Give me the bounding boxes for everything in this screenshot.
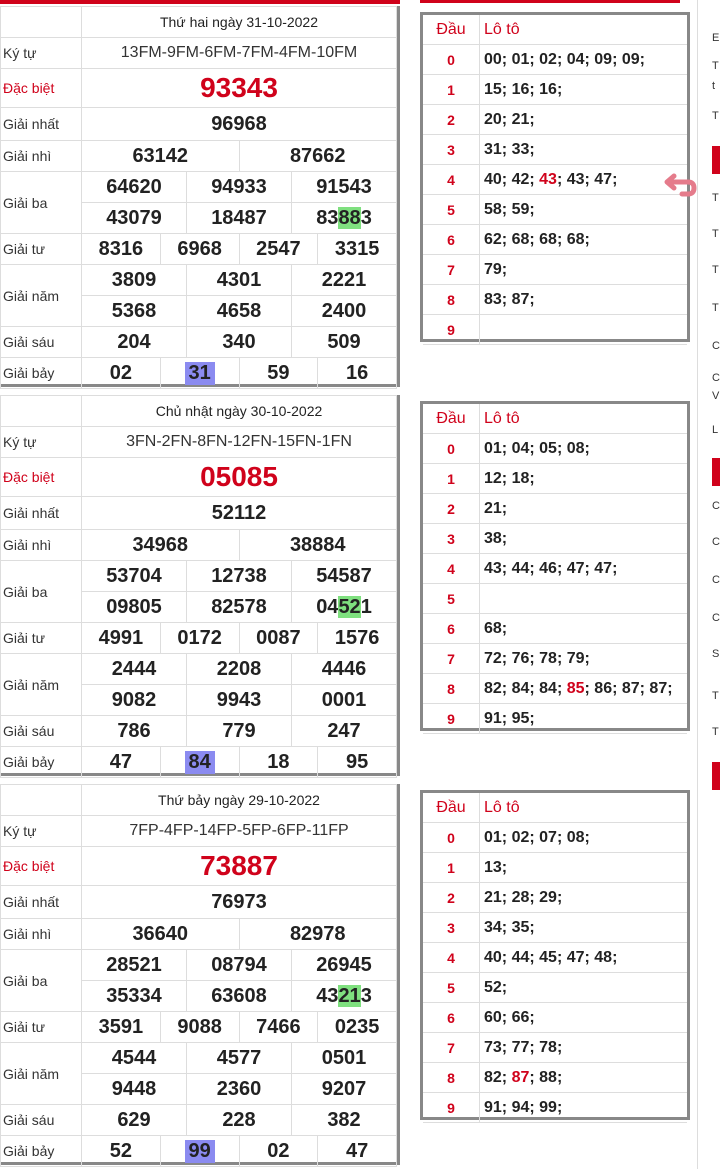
prize-table-wrapper [0,395,400,776]
sidebar-item[interactable]: C [712,536,720,548]
loto-table [420,12,690,342]
giai-ba-value: 53704 [82,561,187,592]
giai-tu-value: 0235 [318,1012,397,1043]
giai-bay-value-highlight [160,1136,239,1167]
loto-values: 91; 95; [480,704,688,734]
loto-row [423,225,687,255]
result-block [0,395,720,776]
giai-nam-value: 2360 [187,1074,292,1105]
giai-ba-value-highlight: 83883 [292,203,397,234]
back-arrow-icon[interactable] [662,170,698,206]
dau-value: 0 [423,823,480,853]
label-ky-tu: Ký tự [1,816,82,847]
dau-value: 9 [423,704,480,734]
loto-row [423,1093,687,1123]
giai-bay-value: 47 [82,747,161,778]
label-giai-bay: Giải bảy [1,747,82,778]
dau-value: 5 [423,584,480,614]
dau-value: 8 [423,1063,480,1093]
loto-values: 43; 44; 46; 47; 47; [480,554,688,584]
sidebar-section-marker [712,146,720,174]
loto-row [423,674,687,704]
prize-table [0,784,397,1167]
loto-values: 38; [480,524,688,554]
giai-bay-value: 18 [239,747,318,778]
dau-value: 2 [423,105,480,135]
loto-values: 21; [480,494,688,524]
loto-highlight: 88 [338,206,361,229]
prize-table-wrapper [0,784,400,1165]
loto-row [423,823,687,853]
giai-sau-value: 340 [187,327,292,358]
sidebar-section-marker [712,458,720,486]
sidebar-item[interactable]: C [712,340,720,352]
dau-value: 1 [423,464,480,494]
loto-values: 60; 66; [480,1003,688,1033]
dau-value: 7 [423,644,480,674]
giai-bay-value: 47 [318,1136,397,1167]
giai-ba-value: 35334 [82,981,187,1012]
ky-tu-value: 7FP-4FP-14FP-5FP-6FP-11FP [82,816,397,847]
right-sidebar [697,0,720,1169]
loto-values: 40; 44; 45; 47; 48; [480,943,688,973]
giai-bay-value: 16 [318,358,397,389]
label-giai-nam: Giải năm [1,265,82,327]
giai-sau-value: 204 [82,327,187,358]
sidebar-item[interactable]: C [712,372,720,384]
giai-nam-value: 4658 [187,296,292,327]
result-block [0,6,720,387]
giai-tu-value: 9088 [160,1012,239,1043]
loto-header: Lô tô [480,793,688,823]
giai-ba-value: 08794 [187,950,292,981]
giai-nam-value: 0501 [292,1043,397,1074]
loto-values: 62; 68; 68; 68; [480,225,688,255]
loto-highlight: 21 [338,984,361,1007]
loto-row [423,494,687,524]
label-dac-biet: Đặc biệt [1,69,82,108]
giai-sau-value: 509 [292,327,397,358]
label-dac-biet: Đặc biệt [1,458,82,497]
giai-ba-value: 43079 [82,203,187,234]
sidebar-item[interactable]: C [712,574,720,586]
loto-row [423,135,687,165]
top-accent-line [0,0,400,4]
loto-row [423,195,687,225]
label-giai-nhi: Giải nhì [1,530,82,561]
sidebar-item[interactable]: S [712,648,720,660]
giai-tu-value: 7466 [239,1012,318,1043]
dau-value: 8 [423,674,480,704]
dau-header: Đầu [423,793,480,823]
draw-date-title: Thứ hai ngày 31-10-2022 [82,7,397,38]
loto-row [423,45,687,75]
dau-value: 3 [423,524,480,554]
loto-values: 00; 01; 02; 04; 09; 09; [480,45,688,75]
giai-nhat-value: 96968 [82,108,397,141]
label-giai-nam: Giải năm [1,654,82,716]
dau-value: 2 [423,883,480,913]
sidebar-item[interactable]: E [712,32,720,44]
giai-nam-value: 9448 [82,1074,187,1105]
dau-value: 3 [423,135,480,165]
label-giai-nhat: Giải nhất [1,886,82,919]
result-block [0,784,720,1165]
dau-value: 1 [423,75,480,105]
loto-row [423,75,687,105]
label-giai-sau: Giải sáu [1,716,82,747]
sidebar-item[interactable]: T [712,690,719,702]
label-giai-ba: Giải ba [1,950,82,1012]
giai-nhi-value: 87662 [239,141,397,172]
giai-ba-value: 82578 [187,592,292,623]
giai-ba-value-highlight: 04521 [292,592,397,623]
loto-values: 01; 02; 07; 08; [480,823,688,853]
dau-value: 7 [423,1033,480,1063]
giai-nam-value: 2221 [292,265,397,296]
sidebar-item[interactable]: C [712,500,720,512]
sidebar-item[interactable]: T [712,302,719,314]
sidebar-item[interactable]: T [712,192,719,204]
loto-row [423,315,687,345]
dau-value: 9 [423,315,480,345]
giai-tu-value: 1576 [318,623,397,654]
dac-biet-value: 05085 [82,458,397,497]
loto-values [480,584,688,614]
prize-table [0,395,397,778]
sidebar-item[interactable]: T [712,726,719,738]
giai-tu-value: 3315 [318,234,397,265]
loto-values: 21; 28; 29; [480,883,688,913]
loto-highlight: 52 [338,595,361,618]
loto-row [423,1033,687,1063]
giai-tu-value: 3591 [82,1012,161,1043]
giai-ba-value: 26945 [292,950,397,981]
dau-value: 8 [423,285,480,315]
giai-nhi-value: 36640 [82,919,240,950]
prize-table [0,6,397,389]
label-giai-nhi: Giải nhì [1,919,82,950]
giai-ba-value: 94933 [187,172,292,203]
loto-values: 34; 35; [480,913,688,943]
dau-value: 4 [423,943,480,973]
loto-row [423,524,687,554]
giai-tu-value: 0172 [160,623,239,654]
giai-bay-value: 52 [82,1136,161,1167]
giai-nhi-value: 63142 [82,141,240,172]
giai-ba-value: 12738 [187,561,292,592]
label-giai-ba: Giải ba [1,172,82,234]
giai-nam-value: 2400 [292,296,397,327]
label-giai-tu: Giải tư [1,623,82,654]
giai-nam-value: 3809 [82,265,187,296]
giai-sau-value: 629 [82,1105,187,1136]
giai-bay-value-highlight [160,358,239,389]
ky-tu-value: 13FM-9FM-6FM-7FM-4FM-10FM [82,38,397,69]
loto-values: 31; 33; [480,135,688,165]
giai-sau-value: 779 [187,716,292,747]
loto-row [423,285,687,315]
giai-nhi-value: 38884 [239,530,397,561]
giai-nam-value: 9207 [292,1074,397,1105]
loto-row [423,105,687,135]
giai-nam-value: 9082 [82,685,187,716]
dac-biet-value: 93343 [82,69,397,108]
label-giai-bay: Giải bảy [1,358,82,389]
top-accent-line-right [420,0,680,3]
giai-nam-value: 4446 [292,654,397,685]
loto-values: 82; 84; 84; 85; 86; 87; 87; [480,674,688,704]
loto-values: 40; 42; 43; 43; 47; [480,165,688,195]
dau-value: 2 [423,494,480,524]
giai-nhat-value: 52112 [82,497,397,530]
loto-highlight: 31 [185,362,215,385]
dau-value: 3 [423,913,480,943]
loto-values: 01; 04; 05; 08; [480,434,688,464]
giai-tu-value: 4991 [82,623,161,654]
label-giai-tu: Giải tư [1,234,82,265]
giai-ba-value-highlight: 43213 [292,981,397,1012]
label-giai-nam: Giải năm [1,1043,82,1105]
loto-values: 79; [480,255,688,285]
dau-value: 5 [423,973,480,1003]
giai-sau-value: 247 [292,716,397,747]
giai-nhat-value: 76973 [82,886,397,919]
giai-nam-value: 4577 [187,1043,292,1074]
loto-values: 82; 87; 88; [480,1063,688,1093]
dac-biet-value: 73887 [82,847,397,886]
dau-value: 4 [423,165,480,195]
giai-ba-value: 09805 [82,592,187,623]
loto-header: Lô tô [480,15,688,45]
dau-value: 4 [423,554,480,584]
loto-row [423,704,687,734]
giai-nam-value: 2208 [187,654,292,685]
loto-table [420,790,690,1120]
loto-values: 73; 77; 78; [480,1033,688,1063]
label-giai-nhi: Giải nhì [1,141,82,172]
giai-bay-value: 02 [82,358,161,389]
giai-tu-value: 8316 [82,234,161,265]
giai-tu-value: 0087 [239,623,318,654]
sidebar-item[interactable]: t [712,80,716,92]
loto-values: 91; 94; 99; [480,1093,688,1123]
loto-row [423,913,687,943]
giai-nam-value: 4544 [82,1043,187,1074]
giai-ba-value: 63608 [187,981,292,1012]
giai-sau-value: 786 [82,716,187,747]
loto-row [423,165,687,195]
label-giai-bay: Giải bảy [1,1136,82,1167]
giai-nam-value: 5368 [82,296,187,327]
giai-nam-value: 4301 [187,265,292,296]
label-giai-ba: Giải ba [1,561,82,623]
giai-tu-value: 6968 [160,234,239,265]
giai-nam-value: 0001 [292,685,397,716]
loto-values: 58; 59; [480,195,688,225]
loto-row [423,554,687,584]
dau-value: 5 [423,195,480,225]
loto-row [423,853,687,883]
loto-values: 52; [480,973,688,1003]
giai-ba-value: 91543 [292,172,397,203]
sidebar-item[interactable]: T [712,264,719,276]
loto-values: 15; 16; 16; [480,75,688,105]
loto-values: 68; [480,614,688,644]
sidebar-item[interactable]: C [712,612,720,624]
label-giai-nhat: Giải nhất [1,108,82,141]
ky-tu-value: 3FN-2FN-8FN-12FN-15FN-1FN [82,427,397,458]
giai-bay-value: 95 [318,747,397,778]
prize-table-wrapper [0,6,400,387]
giai-ba-value: 64620 [82,172,187,203]
loto-row [423,584,687,614]
loto-row [423,883,687,913]
giai-nhi-value: 82978 [239,919,397,950]
loto-row [423,973,687,1003]
label-giai-nhat: Giải nhất [1,497,82,530]
giai-sau-value: 228 [187,1105,292,1136]
sidebar-section-marker [712,762,720,790]
loto-row [423,644,687,674]
label-giai-tu: Giải tư [1,1012,82,1043]
loto-values: 13; [480,853,688,883]
dau-header: Đầu [423,404,480,434]
giai-bay-value: 02 [239,1136,318,1167]
giai-nhi-value: 34968 [82,530,240,561]
dau-value: 0 [423,45,480,75]
loto-row [423,1063,687,1093]
label-ky-tu: Ký tự [1,427,82,458]
loto-row [423,464,687,494]
label-giai-sau: Giải sáu [1,327,82,358]
dau-value: 6 [423,614,480,644]
loto-row [423,614,687,644]
loto-values: 83; 87; [480,285,688,315]
loto-header: Lô tô [480,404,688,434]
loto-row [423,1003,687,1033]
giai-ba-value: 54587 [292,561,397,592]
loto-values: 72; 76; 78; 79; [480,644,688,674]
dau-value: 0 [423,434,480,464]
sidebar-item[interactable]: T [712,110,719,122]
draw-date-title: Chủ nhật ngày 30-10-2022 [82,396,397,427]
giai-nam-value: 2444 [82,654,187,685]
giai-bay-value-highlight [160,747,239,778]
giai-bay-value: 59 [239,358,318,389]
loto-values: 12; 18; [480,464,688,494]
sidebar-item[interactable]: T [712,60,719,72]
loto-highlight: 84 [185,751,215,774]
loto-table [420,401,690,731]
loto-values [480,315,688,345]
loto-row [423,943,687,973]
sidebar-item[interactable]: V [712,390,720,402]
loto-row [423,434,687,464]
loto-values: 20; 21; [480,105,688,135]
giai-ba-value: 18487 [187,203,292,234]
label-dac-biet: Đặc biệt [1,847,82,886]
giai-tu-value: 2547 [239,234,318,265]
giai-ba-value: 28521 [82,950,187,981]
dau-header: Đầu [423,15,480,45]
label-ky-tu: Ký tự [1,38,82,69]
draw-date-title: Thứ bảy ngày 29-10-2022 [82,785,397,816]
giai-nam-value: 9943 [187,685,292,716]
sidebar-item[interactable]: L [712,424,719,436]
loto-highlight: 99 [185,1140,215,1163]
label-giai-sau: Giải sáu [1,1105,82,1136]
giai-sau-value: 382 [292,1105,397,1136]
dau-value: 6 [423,1003,480,1033]
dau-value: 1 [423,853,480,883]
dau-value: 6 [423,225,480,255]
dau-value: 9 [423,1093,480,1123]
loto-row [423,255,687,285]
dau-value: 7 [423,255,480,285]
sidebar-item[interactable]: T [712,228,719,240]
